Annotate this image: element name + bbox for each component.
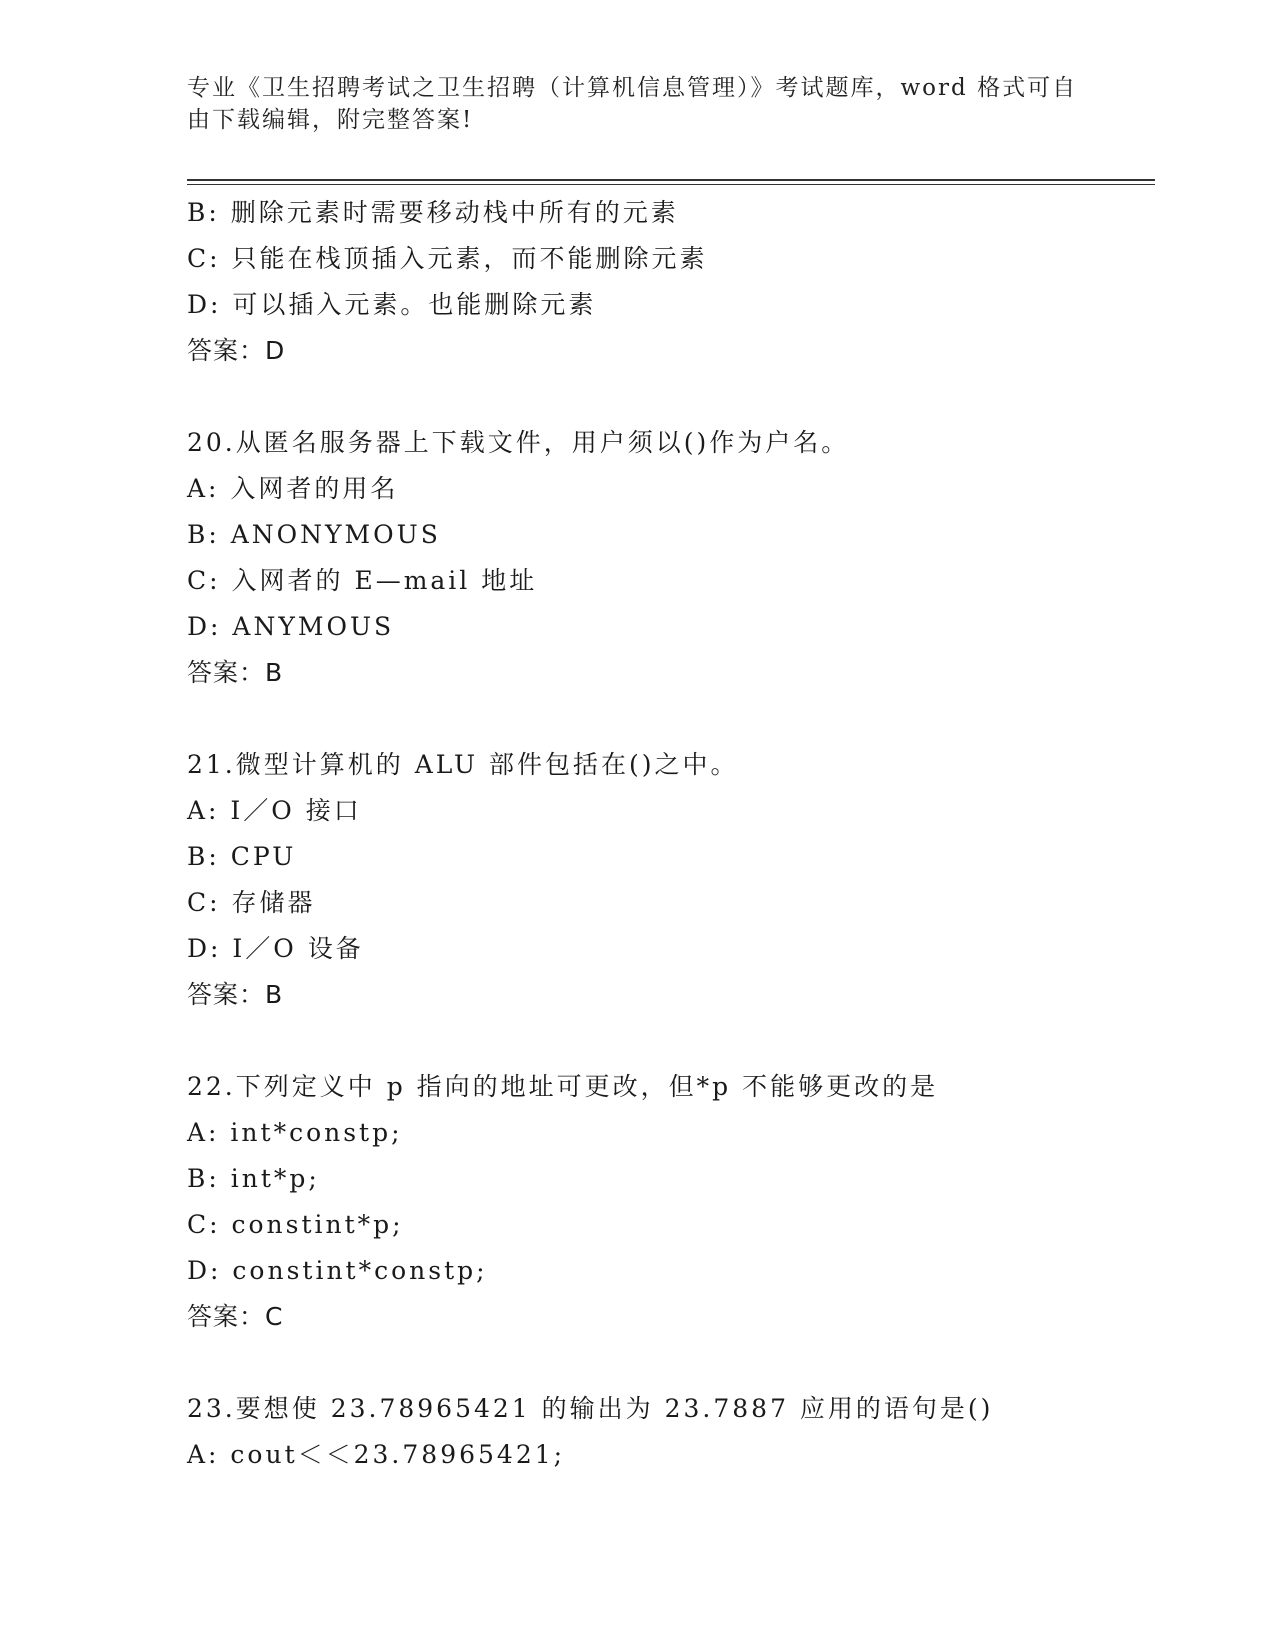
answer-line: 答案：C (187, 1302, 284, 1331)
question-text: 21.微型计算机的 ALU 部件包括在()之中。 (187, 750, 739, 779)
option-c: C: constint*p; (187, 1210, 404, 1239)
option-d: D: 可以插入元素。也能删除元素 (187, 290, 597, 319)
question-21 (187, 742, 1147, 1018)
question-23 (187, 1386, 1147, 1478)
answer-line: 答案：D (187, 336, 286, 365)
question-list (187, 190, 1147, 1478)
option-b: B: ANONYMOUS (187, 520, 441, 549)
option-a: A: cout＜＜23.78965421; (187, 1440, 566, 1469)
option-a: A: int*constp; (187, 1118, 403, 1147)
option-b: B: 删除元素时需要移动栈中所有的元素 (187, 198, 679, 227)
document-header (187, 72, 1087, 136)
header-divider-thick (187, 179, 1155, 181)
option-b: B: CPU (187, 842, 297, 871)
question-text: 22.下列定义中 p 指向的地址可更改，但*p 不能够更改的是 (187, 1072, 939, 1101)
answer-line: 答案：B (187, 980, 284, 1009)
option-c: C: 入网者的 E—mail 地址 (187, 566, 538, 595)
option-d: D: constint*constp; (187, 1256, 488, 1285)
option-d: D: ANYMOUS (187, 612, 395, 641)
header-divider-thin (187, 184, 1155, 185)
question-text: 23.要想使 23.78965421 的输出为 23.7887 应用的语句是() (187, 1394, 994, 1423)
header-line-1: 专业《卫生招聘考试之卫生招聘（计算机信息管理）》考试题库，word 格式可自 (187, 75, 1078, 101)
question-19-tail (187, 190, 1147, 374)
question-22 (187, 1064, 1147, 1340)
option-a: A: I／O 接口 (187, 796, 362, 825)
option-c: C: 存储器 (187, 888, 316, 917)
question-text: 20.从匿名服务器上下载文件，用户须以()作为户名。 (187, 428, 850, 457)
option-d: D: I／O 设备 (187, 934, 364, 963)
question-20 (187, 420, 1147, 696)
header-line-2: 由下载编辑，附完整答案! (187, 107, 474, 133)
option-c: C: 只能在栈顶插入元素，而不能删除元素 (187, 244, 708, 273)
option-b: B: int*p; (187, 1164, 320, 1193)
option-a: A: 入网者的用名 (187, 474, 399, 503)
answer-line: 答案：B (187, 658, 284, 687)
